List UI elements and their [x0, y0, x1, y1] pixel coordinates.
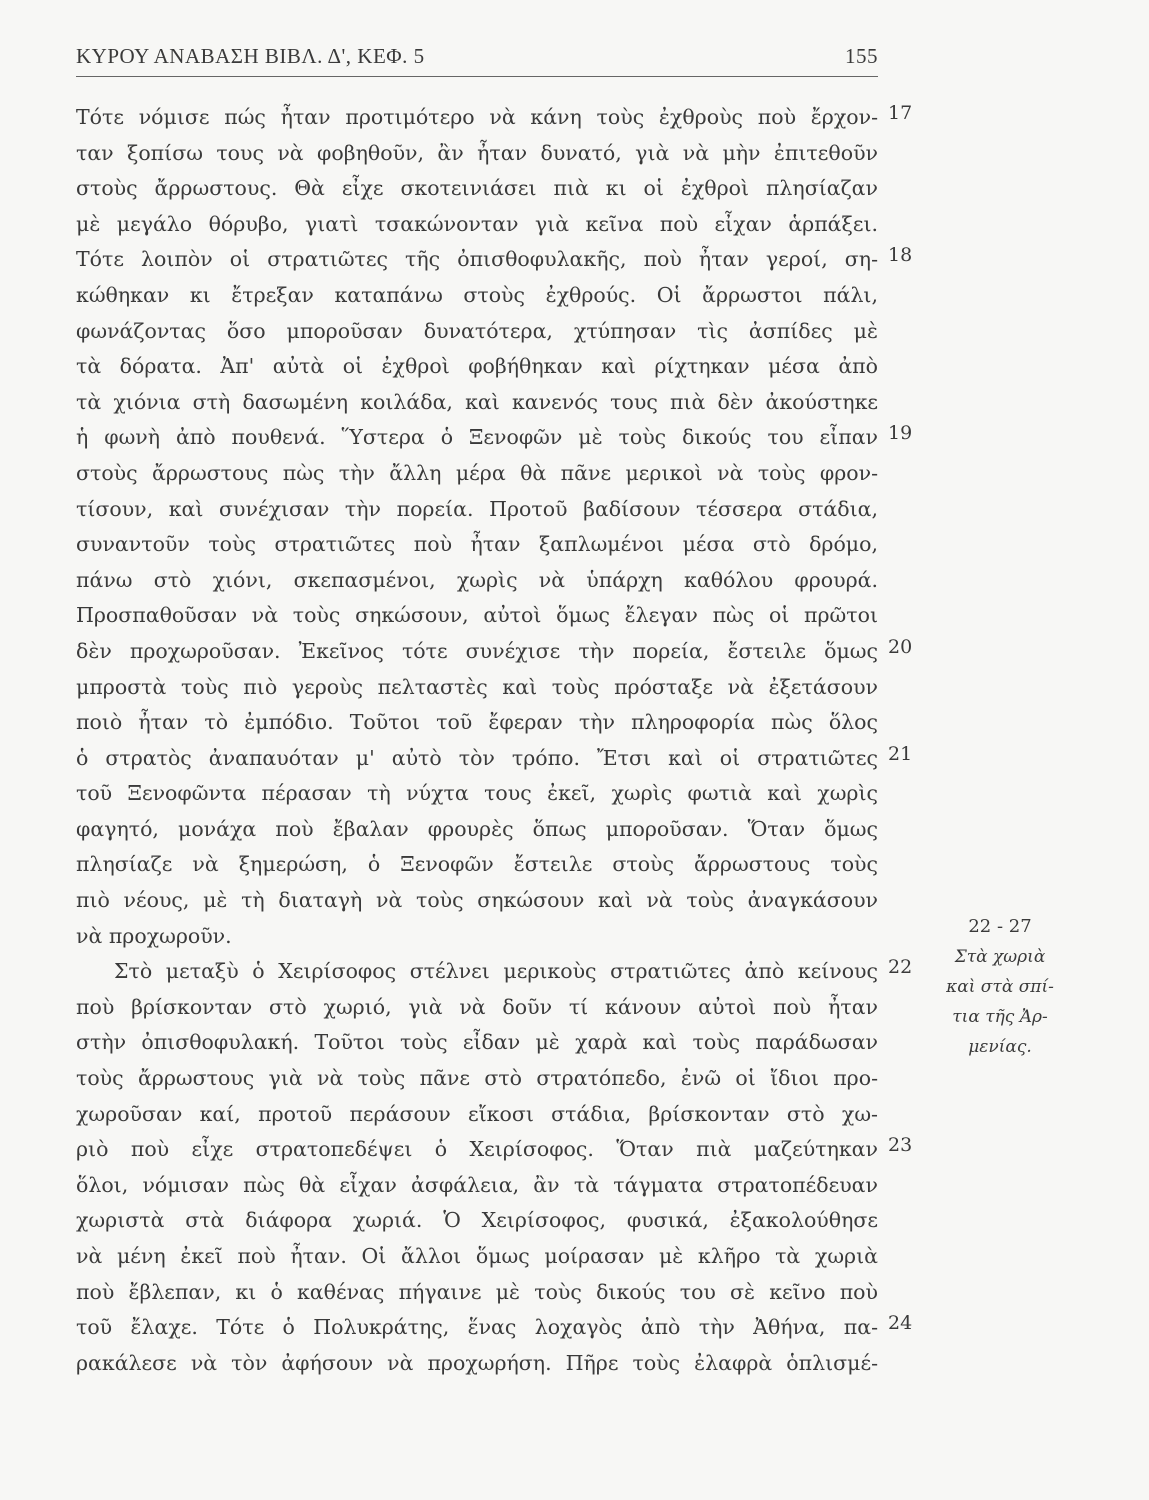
text-line: κώθηκαν κι ἔτρεξαν καταπάνω στοὺς ἐχθρούς. Οἱ ἄρρωστοι πάλι,: [76, 282, 878, 307]
text-line: πάνω στὸ χιόνι, σκεπασμένοι, χωρὶς νὰ ὑπάρχη καθόλου φρουρά.: [76, 567, 878, 592]
section-number: 24: [888, 1312, 913, 1335]
text-line: μὲ μεγάλο θόρυβο, γιατὶ τσακώνονταν γιὰ κεῖνα ποὺ εἶχαν ἁρπάξει.: [76, 211, 878, 236]
text-line: ταν ξοπίσω τους νὰ φοβηθοῦν, ἂν ἦταν δυνατό, γιὰ νὰ μὴν ἐπιτεθοῦν: [76, 140, 878, 165]
text-line: ὅλοι, νόμισαν πὼς θὰ εἶχαν ἀσφάλεια, ἂν τὰ τάγματα στρατοπέδευαν: [76, 1172, 878, 1197]
section-number: 23: [888, 1134, 913, 1157]
body-text: [76, 100, 878, 1381]
text-line: Τότε λοιπὸν οἱ στρατιῶτες τῆς ὀπισθοφυλακῆς, ποὺ ἦταν γεροί, ση-: [76, 247, 878, 272]
text-line: τοῦ ἔλαχε. Τότε ὁ Πολυκράτης, ἕνας λοχαγὸς ἀπὸ τὴν Ἀθήνα, πα-: [76, 1315, 878, 1340]
text-line: τοῦ Ξενοφῶντα πέρασαν τὴ νύχτα τους ἐκεῖ, χωρὶς φωτιὰ καὶ χωρὶς: [76, 781, 878, 806]
running-title: ΚΥΡΟΥ ΑΝΑΒΑΣΗ ΒΙΒΛ. Δ', ΚΕΦ. 5: [76, 44, 425, 68]
text-line: φωνάζοντας ὅσο μποροῦσαν δυνατότερα, χτύπησαν τὶς ἀσπίδες μὲ: [76, 318, 878, 343]
section-number: 20: [888, 636, 913, 658]
margin-note-line: μενίας.: [968, 1037, 1032, 1057]
text-line: τίσουν, καὶ συνέχισαν τὴν πορεία. Προτοῦ βαδίσουν τέσσερα στάδια,: [76, 496, 878, 521]
text-line: ἡ φωνὴ ἀπὸ πουθενά. Ὕστερα ὁ Ξενοφῶν μὲ τοὺς δικούς του εἶπαν: [76, 425, 878, 450]
text-line: στὴν ὀπισθοφυλακή. Τοῦτοι τοὺς εἶδαν μὲ χαρὰ καὶ τοὺς παράδωσαν: [76, 1030, 878, 1055]
text-line: τὰ χιόνια στὴ δασωμένη κοιλάδα, καὶ κανενός τους πιὰ δὲν ἀκούστηκε: [76, 389, 878, 414]
text-line: τὰ δόρατα. Ἀπ' αὐτὰ οἱ ἐχθροὶ φοβήθηκαν καὶ ρίχτηκαν μέσα ἀπὸ: [76, 354, 878, 379]
text-line: ὁ στρατὸς ἀναπαυόταν μ' αὐτὸ τὸν τρόπο. Ἔτσι καὶ οἱ στρατιῶτες: [76, 745, 878, 770]
text-line: δὲν προχωροῦσαν. Ἐκεῖνος τότε συνέχισε τὴν πορεία, ἔστειλε ὅμως: [76, 638, 878, 663]
page-header: [76, 40, 878, 77]
text-line: ρακάλεσε νὰ τὸν ἀφήσουν νὰ προχωρήση. Πῆρε τοὺς ἐλαφρὰ ὁπλισμέ-: [76, 1350, 878, 1375]
text-line: νὰ μένη ἐκεῖ ποὺ ἦταν. Οἱ ἄλλοι ὅμως μοίρασαν μὲ κλῆρο τὰ χωριὰ: [76, 1244, 878, 1268]
text-line: Τότε νόμισε πώς ἦταν προτιμότερο νὰ κάνη τοὺς ἐχθροὺς ποὺ ἔρχον-: [76, 105, 878, 129]
text-line: ριὸ ποὺ εἶχε στρατοπεδέψει ὁ Χειρίσοφος. Ὅταν πιὰ μαζεύτηκαν: [76, 1137, 878, 1162]
text-line: τοὺς ἄρρωστους γιὰ νὰ τοὺς πᾶνε στὸ στρατόπεδο, ἐνῶ οἱ ἴδιοι προ-: [76, 1066, 878, 1091]
text-line: πιὸ νέους, μὲ τὴ διαταγὴ νὰ τοὺς σηκώσουν καὶ νὰ τοὺς ἀναγκάσουν: [76, 888, 878, 913]
margin-note-line: τια τῆς Ἀρ-: [952, 1007, 1048, 1027]
margin-note-range: 22 - 27: [968, 916, 1032, 937]
section-number: 19: [888, 422, 913, 445]
section-number: 21: [888, 742, 913, 765]
text-line: ποὺ βρίσκονταν στὸ χωριό, γιὰ νὰ δοῦν τί κάνουν αὐτοὶ ποὺ ἦταν: [76, 994, 878, 1019]
text-line: νὰ προχωροῦν.: [76, 923, 232, 948]
margin-note: [940, 912, 1060, 1062]
text-line: Στὸ μεταξὺ ὁ Χειρίσοφος στέλνει μερικοὺς στρατιῶτες ἀπὸ κείνους: [114, 959, 878, 984]
margin-note-caption: [940, 942, 1060, 1062]
section-number: 17: [888, 102, 913, 124]
text-line: Προσπαθοῦσαν νὰ τοὺς σηκώσουν, αὐτοὶ ὅμως ἔλεγαν πὼς οἱ πρῶτοι: [76, 603, 878, 628]
text-line: στοὺς ἄρρωστους. Θὰ εἶχε σκοτεινιάσει πιὰ κι οἱ ἐχθροὶ πλησίαζαν: [76, 176, 878, 201]
page-number: 155: [845, 44, 878, 68]
text-line: ποὺ ἔβλεπαν, κι ὁ καθένας πήγαινε μὲ τοὺς δικούς του σὲ κεῖνο ποὺ: [76, 1279, 878, 1304]
text-line: στοὺς ἄρρωστους πὼς τὴν ἄλλη μέρα θὰ πᾶνε μερικοὶ νὰ τοὺς φρον-: [76, 460, 878, 485]
text-line: συναντοῦν τοὺς στρατιῶτες ποὺ ἦταν ξαπλωμένοι μέσα στὸ δρόμο,: [76, 532, 878, 557]
section-number: 22: [888, 956, 913, 979]
text-line: μπροστὰ τοὺς πιὸ γεροὺς πελταστὲς καὶ τοὺς πρόσταξε νὰ ἐξετάσουν: [76, 674, 878, 699]
margin-note-line: Στὰ χωριὰ: [954, 947, 1046, 967]
margin-note-line: καὶ στὰ σπί-: [946, 977, 1054, 997]
section-number: 18: [888, 244, 913, 267]
text-line: χωροῦσαν καί, προτοῦ περάσουν εἴκοσι στάδια, βρίσκονταν στὸ χω-: [76, 1101, 878, 1126]
text-line: πλησίαζε νὰ ξημερώση, ὁ Ξενοφῶν ἔστειλε στοὺς ἄρρωστους τοὺς: [76, 852, 878, 877]
text-line: φαγητό, μονάχα ποὺ ἔβαλαν φρουρὲς ὅπως μποροῦσαν. Ὅταν ὅμως: [76, 816, 878, 841]
text-line: ποιὸ ἦταν τὸ ἐμπόδιο. Τοῦτοι τοῦ ἔφεραν τὴν πληροφορία πὼς ὅλος: [76, 710, 878, 735]
text-line: χωριστὰ στὰ διάφορα χωριά. Ὁ Χειρίσοφος, φυσικά, ἐξακολούθησε: [76, 1208, 878, 1233]
